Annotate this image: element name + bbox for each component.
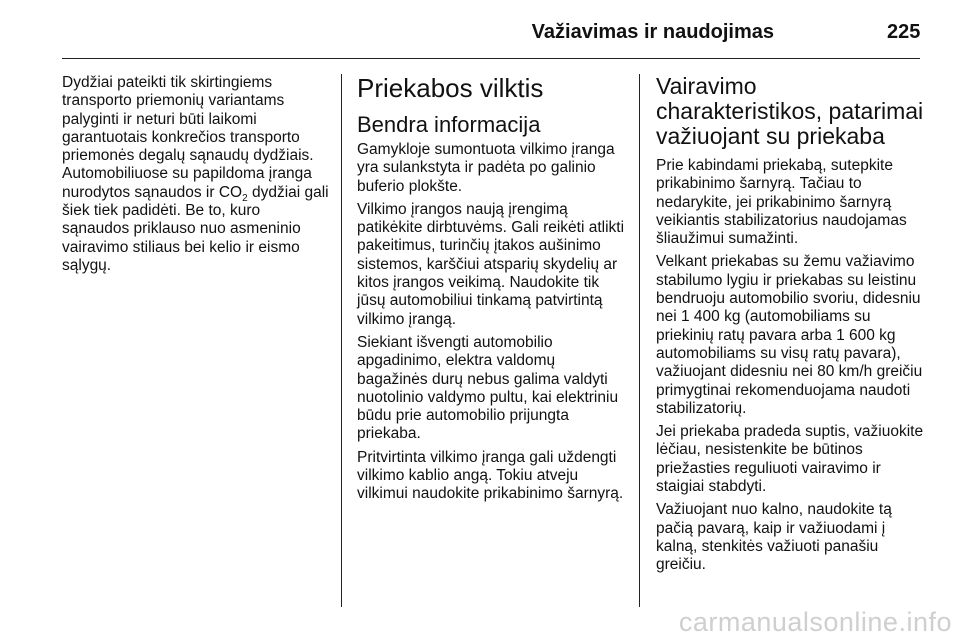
header-divider <box>62 58 920 59</box>
column-2 <box>357 74 625 509</box>
page-number: 225 <box>887 21 921 43</box>
paragraph: Vilkimo įrangos naują įrengimą patikėkite dirbtuvėms. Gali reikėti atlikti pakeitimus, turinčių įtakos aušinimo sistemos, karščiui atsparių skydelių ar kitos įrangos veikimą. Naudokite tik jūsų automobiliui tinkamą patvirtintą vilkimo įrangą. <box>357 200 625 328</box>
co2-subscript: 2 <box>242 192 248 204</box>
paragraph: Siekiant išvengti automobilio apgadinimo, elektra valdomų bagažinės durų nebus galima valdyti nuotolinio valdymo pultu, kai elektriniu būdu prie automobilio prijungta priekaba. <box>357 333 619 443</box>
section-heading-towing: Priekabos vilktis <box>357 73 544 103</box>
column-1 <box>62 74 330 280</box>
fuel-consumption-note: Dydžiai pateikti tik skirtingiems transporto priemonių variantams palyginti ir neturi būti laikomi garantuotais konkrečios transporto priemonės degalų sąnaudų dydžiais. Automobiliuose su papildoma įranga nurodytos sąnaudos ir $CO_2$ dydžiai gali šiek tiek padidėti. Be to, kuro sąnaudos priklauso nuo asmeninio vairavimo stiliaus bei kelio ir eismo sąlygų. <box>62 74 329 274</box>
section-heading-driving-tips: Vairavimo charakteristikos, patarimai važiuojant su priekaba <box>656 73 924 149</box>
subheading-general-info: Bendra informacija <box>357 112 541 137</box>
paragraph: Prie kabindami priekabą, sutepkite prikabinimo šarnyrą. Tačiau to nedarykite, jei prikabinimo šarnyrą veikiantis stabilizatorius naudojamas šliaužimui sumažinti. <box>656 157 907 248</box>
paragraph: Velkant priekabas su žemu važiavimo stabilumo lygiu ir priekabas su leistinu bendruoju automobilio svoriu, didesniu nei 1 400 kg (automobiliams su priekinių ratų pavara arba 1 600 kg automobiliams su visų ratų pavara), važiuojant didesniu nei 80 km/h greičiu primygtinai rekomenduojama naudoti stabilizatorių. <box>656 253 923 417</box>
section-title: Važiavimas ir naudojimas <box>531 21 774 43</box>
column-divider-1 <box>341 74 342 607</box>
column-divider-2 <box>639 74 640 607</box>
paragraph: Jei priekaba pradeda suptis, važiuokite lėčiau, nesistenkite be būtinos priežasties reguliuoti vairavimo ir staigiai stabdyti. <box>656 423 924 496</box>
paragraph: Gamykloje sumontuota vilkimo įranga yra sulankstyta ir padėta po galinio buferio plokšte. <box>357 141 615 195</box>
page-header <box>0 0 960 60</box>
column-3 <box>656 74 924 580</box>
paragraph: Pritvirtinta vilkimo įranga gali uždengti vilkimo kablio angą. Tokiu atveju vilkimui naudokite prikabinimo šarnyrą. <box>357 448 624 503</box>
paragraph: Važiuojant nuo kalno, naudokite tą pačią pavarą, kaip ir važiuodami į kalną, stenkitės važiuoti panašiu greičiu. <box>656 501 892 574</box>
watermark: carmanualsonline.info <box>678 607 952 637</box>
